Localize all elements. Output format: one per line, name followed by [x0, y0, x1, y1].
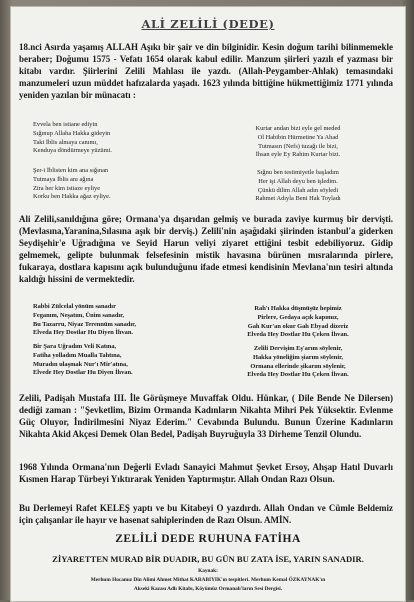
poem-line: Ormana ellerinde şikarım söylenir,: [250, 362, 346, 370]
poem-line: Bu Tazarru, Niyaz Terennüm sanadır,: [33, 320, 136, 328]
compiler-paragraph: Bu Derlemeyi Rafet KELEŞ yaptı ve bu Kitabeyi O yazdırdı. Allah Ondan ve Cümle Beldemiz için çalışanlar ile hayır ve hasenat sahiplerinden de Razı Olsun. AMİN.: [19, 503, 393, 525]
poem-line: Hakka yöneliğim şiarım söylenir,: [253, 353, 343, 361]
poem-line: Rabbi Zülcelal yönüm sanadır: [33, 303, 116, 310]
poem-line: Her işi Allah deyu ben işledim.: [258, 177, 338, 185]
memorial-plaque: [10, 6, 406, 602]
middle-paragraph: Ali Zelili,sanıldığına göre; Ormana'ya dışarıdan gelmiş ve burada zaviye kurmuş bir dervişti. (Mevlasına,Yaranina,Sılasına aşık bir derviş.) Zelili'nin aşağıdaki şiirinden istanbul'a giderken Seydişehir'e Uğradığına ve Seyid Harun veliyi ziyaret ettiğini tesbit edebiliyoruz. Gidip gelmemek, gelipte bulunmak felsefesinin mistik havasına bürünen mısralarında pirlere, fukaraya, dostlara kapısını açık bulunduğunu ifade etmesi kendisinin Mevlana'nın tesiri altında kaldığı hissini de vermektedir.: [19, 214, 393, 284]
poem-line: Kurtar andan bizi eyle gel meded: [255, 125, 341, 132]
poem-line: Rah'ı Hakka düşmüşüz hepimiz: [254, 305, 342, 312]
sultan-mustafa-paragraph: Zelili, Padişah Mustafa III. İle Görüşmeye Muvaffak Oldu. Hünkar, ( Dile Bende Ne Dilersen) dediği zaman : "Şevketlim, Bizim Ormanda Kadınların Nikahta Mihri Pek Yüksektir. Evlenme Güç Oluyor, İndirilmesini Niyaz Ederim." Cevabında Bulundu. Bunun Üzerine Kadınların Nikahta Akid Akçesi Demek Olan Bedel, Padişah Buyruğuyla 33 Dirheme Tenzil Olundu.: [19, 393, 393, 439]
poem-line: Korku ben Hakka ağaz eyliye.: [33, 193, 111, 201]
sources-line-1: Merhum Hocamız Din Alimi Ahmet Mithat KARABIYIK'ın tespitleri. Merhum Kemal ÖZKAYNAK'ın: [90, 577, 326, 583]
poem-line: Kenduya döndürmeye yüzümi.: [33, 147, 112, 155]
poem1-right-stanza-a: [223, 125, 373, 160]
restoration-paragraph: 1968 Yılında Ormana'nın Değerli Evladı Sanayici Mahmut Şevket Ersoy, Ahşap Hatıl Duvarlı Kısmen Harap Türbeyi Yıktırarak Yeniden Yaptırmıştır. Allah Ondan Razı Olsun.: [19, 462, 393, 484]
poem-line: Taki İblis almaya canımı,: [33, 138, 98, 146]
poem-line: Tutmasın (Nefs) tuzağı ile bizi,: [258, 142, 338, 150]
poem-line: Gah Kur'an okur Gah Ebyad dizeriz: [247, 322, 349, 330]
poem-line: Fatiha yolladım Mualla Tahtına,: [33, 351, 122, 359]
poem-line: Bir Şara Uğradım Veli Katına,: [33, 343, 117, 350]
sources-line-2: Akseki Kazası Adlı Kitabı, Köyümüz Ormanalı'ların Sesi Dergisi.: [133, 586, 283, 592]
poem2-right-stanza-a: [223, 305, 373, 340]
intro-paragraph: 18.nci Asırda yaşamış ALLAH Aşıkı bir şair ve din bilginidir. Kesin doğum tarihi bilinmemekle beraber; Doğumu 1575 - Vefatı 1654 olarak kabul edilir. Manzum şiirleri yazılı ef yazması bir kitabı vardır. Şiirlerini Zelili Mahlası ile yazdı. (Allah-Peygamber-Ahlak) temasındaki manzumeleri uzun müddet hafızalarda yaşadı. 1623 yılında bittiğine hükmettiğimiz 1771 yılında yeniden yazılan bir münacatı :: [19, 42, 393, 100]
poem2-left-stanza-a: [33, 303, 183, 338]
poem-line: Evvela ben istiane ediyin: [33, 121, 98, 128]
poem-line: Sığınup Allaha Hakka gideyin: [33, 129, 111, 137]
plaque-title: ALİ ZELİLİ (DEDE): [141, 17, 275, 31]
poem-line: Çünkü dilim Allah adın söyledi: [257, 186, 339, 194]
poem-line: Muradın ulaşmak Nur'ı Mir'atına,: [33, 360, 128, 368]
poem-line: Feganım, Neşatım, Ünim sanadır,: [33, 311, 125, 319]
poem-line: Pirlere, Gedaya açık kapımız,: [257, 313, 339, 321]
poem-line: Zelili Dervişim Eş'arım söylenir,: [253, 345, 343, 352]
poem-line: Elveda Hey Dostlar Hu Diyen İhvan.: [33, 329, 134, 337]
poem-line: İhsan eyle Ey Rahim Kurtar bizi.: [255, 151, 341, 159]
poem-line: Elveda Hey Dostlar Hu Çeken İhvan.: [247, 331, 349, 339]
poem-line: Rahmet Adıyla Beni Hak Toyladı: [255, 195, 341, 203]
poem1-left-stanza-b: [33, 167, 183, 202]
poem2-right-stanza-b: [223, 345, 373, 380]
fatiha-heading: ZELİLİ DEDE RUHUNA FATİHA: [115, 533, 301, 545]
poem-line: Elveda Hey Dostlar Hu Çeken İhvan.: [247, 371, 349, 379]
poem-line: Şer-i İblisten kim ana sığınan: [33, 167, 109, 174]
visitor-saying: ZİYARETTEN MURAD BİR DUADIR, BU GÜN BU ZATA İSE, YARIN SANADIR.: [52, 554, 364, 564]
poem1-right-stanza-b: [223, 169, 373, 204]
poem-line: Sığnu ben testimiyetle başladım: [257, 169, 339, 176]
poem-line: Elvede Hey Dostlar Hu Diyen İhvan.: [33, 369, 133, 377]
poem2-left-stanza-b: [33, 343, 183, 378]
poem-line: Ol Habibin Hürmetine Ya Ahad: [257, 133, 339, 141]
poem1-left-stanza-a: [33, 121, 183, 156]
poem-line: Zira her kim istiaze eyliye: [33, 184, 101, 192]
poem-line: Tutmaya İblis anı ağına: [33, 175, 94, 183]
sources-label: Kaynak:: [198, 568, 218, 574]
